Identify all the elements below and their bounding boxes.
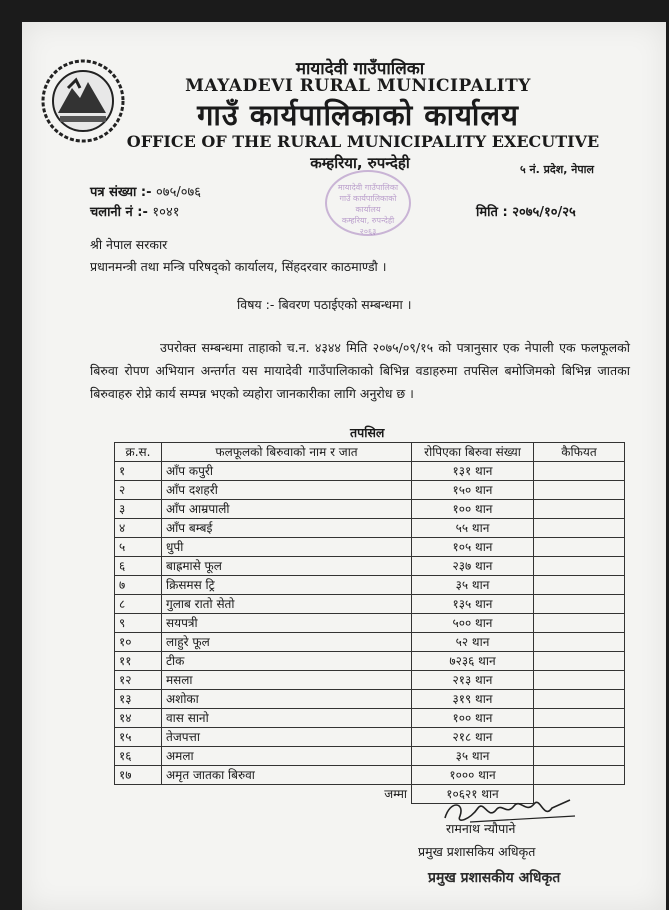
date-label: मिति :: [476, 205, 508, 220]
cell-qty: २१३ थान: [412, 671, 534, 690]
table-row: [115, 500, 625, 519]
cell-remarks: [534, 633, 625, 652]
cell-remarks: [534, 595, 625, 614]
table-row: [115, 519, 625, 538]
cell-name: अशोका: [162, 690, 412, 709]
table-row: [115, 557, 625, 576]
cell-remarks: [534, 747, 625, 766]
cell-qty: ५२ थान: [412, 633, 534, 652]
cell-remarks: [534, 709, 625, 728]
signatory-title: प्रमुख प्रशासकिय अधिकृत: [418, 844, 536, 859]
plant-table: [114, 442, 625, 804]
signatory-stamp: प्रमुख प्रशासकीय अधिकृत: [428, 870, 561, 886]
office-location: कम्हरिया, रुपन्देही: [310, 154, 410, 172]
table-row: [115, 614, 625, 633]
cell-sn: १४: [115, 709, 162, 728]
cell-name: आँप आम्रपाली: [162, 500, 412, 519]
cell-sn: ८: [115, 595, 162, 614]
cell-sn: ६: [115, 557, 162, 576]
cell-remarks: [534, 652, 625, 671]
cell-name: सयपत्री: [162, 614, 412, 633]
total-label: जम्मा: [115, 785, 412, 804]
letter-number: [90, 182, 201, 200]
table-row: [115, 576, 625, 595]
cell-name: वास सानो: [162, 709, 412, 728]
letter-number-value: ०७५/०७६: [156, 185, 201, 200]
cell-qty: १५० थान: [412, 481, 534, 500]
cell-remarks: [534, 500, 625, 519]
cell-name: मसला: [162, 671, 412, 690]
cell-name: बाह्रमासे फूल: [162, 557, 412, 576]
cell-qty: १००० थान: [412, 766, 534, 785]
cell-name: धुपी: [162, 538, 412, 557]
letter-date: [476, 202, 576, 220]
dispatch-number: [90, 202, 179, 220]
table-row: [115, 652, 625, 671]
municipality-name-np: मायादेवी गाउँपालिका: [295, 59, 425, 79]
cell-qty: ३५ थान: [412, 576, 534, 595]
table-row: [115, 633, 625, 652]
cell-sn: २: [115, 481, 162, 500]
cell-name: तेजपत्ता: [162, 728, 412, 747]
cell-remarks: [534, 538, 625, 557]
table-row: [115, 481, 625, 500]
cell-remarks: [534, 481, 625, 500]
cell-sn: ९: [115, 614, 162, 633]
letter-subject: विषय :- बिवरण पठाईएको सम्बन्धमा ।: [237, 297, 412, 312]
table-row: [115, 766, 625, 785]
cell-name: लाहुरे फूल: [162, 633, 412, 652]
cell-sn: १५: [115, 728, 162, 747]
cell-sn: १२: [115, 671, 162, 690]
cell-sn: ११: [115, 652, 162, 671]
total-value: १०६२१ थान: [412, 785, 534, 804]
cell-qty: १३१ थान: [412, 462, 534, 481]
dispatch-number-value: १०४१: [152, 205, 180, 220]
addressee-line-1: श्री नेपाल सरकार: [90, 237, 168, 252]
office-name-en: OFFICE OF THE RURAL MUNICIPALITY EXECUTIVE: [126, 132, 600, 151]
cell-remarks: [534, 690, 625, 709]
cell-qty: १३५ थान: [412, 595, 534, 614]
cell-name: टीक: [162, 652, 412, 671]
cell-remarks: [534, 614, 625, 633]
dispatch-number-label: चलानी नं :-: [90, 205, 148, 220]
cell-sn: १०: [115, 633, 162, 652]
cell-qty: ७२३६ थान: [412, 652, 534, 671]
letter-number-label: पत्र संख्या :-: [90, 185, 152, 200]
table-row: [115, 462, 625, 481]
table-row: [115, 538, 625, 557]
table-title: तपसिल: [350, 425, 385, 440]
cell-name: अमला: [162, 747, 412, 766]
cell-qty: ५०० थान: [412, 614, 534, 633]
cell-remarks: [534, 519, 625, 538]
cell-qty: ३५ थान: [412, 747, 534, 766]
cell-remarks: [534, 576, 625, 595]
cell-name: आँप दशहरी: [162, 481, 412, 500]
cell-name: गुलाब रातो सेतो: [162, 595, 412, 614]
table-header-row: [115, 443, 625, 462]
cell-qty: १०५ थान: [412, 538, 534, 557]
cell-name: क्रिसमस ट्रि: [162, 576, 412, 595]
cell-name: आँप बम्बई: [162, 519, 412, 538]
cell-name: आँप कपुरी: [162, 462, 412, 481]
letter-body: उपरोक्त सम्बन्धमा ताहाको च.न. ४३४४ मिति २०७५/०९/१५ को पत्रानुसार एक नेपाली एक फलफूलको बिरुवा रोपण अभियान अन्तर्गत यस मायादेवी गाउँपालिकाको बिभिन्न वडाहरुमा तपसिल बमोजिमको बिभिन्न जातका बिरुवाहरु रोप्ने कार्य सम्पन्न भएको व्यहोरा जानकारीका लागि अनुरोध छ ।: [90, 340, 630, 401]
cell-remarks: [534, 557, 625, 576]
table-row: [115, 728, 625, 747]
cell-remarks: [534, 462, 625, 481]
municipality-name-en: MAYADEVI RURAL MUNICIPALITY: [185, 76, 531, 96]
office-name-np: गाउँ कार्यपालिकाको कार्यालय: [197, 98, 519, 132]
cell-qty: २३७ थान: [412, 557, 534, 576]
col-header-remarks: कैफियत: [534, 443, 625, 462]
cell-sn: ७: [115, 576, 162, 595]
col-header-qty: रोपिएका बिरुवा संख्या: [412, 443, 534, 462]
signatory-name: रामनाथ न्यौपाने: [446, 821, 516, 836]
cell-remarks: [534, 766, 625, 785]
cell-remarks: [534, 728, 625, 747]
cell-sn: ५: [115, 538, 162, 557]
cell-sn: ४: [115, 519, 162, 538]
addressee-line-2: प्रधानमन्त्री तथा मन्त्रि परिषद्को कार्यालय, सिंहदरवार काठमाण्डौ ।: [90, 259, 387, 274]
table-row: [115, 747, 625, 766]
cell-sn: १७: [115, 766, 162, 785]
date-value: २०७५/१०/२५: [512, 205, 576, 220]
cell-name: अमृत जातका बिरुवा: [162, 766, 412, 785]
cell-sn: १३: [115, 690, 162, 709]
cell-qty: ३१९ थान: [412, 690, 534, 709]
cell-qty: १०० थान: [412, 500, 534, 519]
table-row: [115, 671, 625, 690]
cell-qty: १०० थान: [412, 709, 534, 728]
cell-sn: ३: [115, 500, 162, 519]
cell-sn: १६: [115, 747, 162, 766]
col-header-sn: क्र.स.: [115, 443, 162, 462]
cell-qty: २१८ थान: [412, 728, 534, 747]
cell-qty: ५५ थान: [412, 519, 534, 538]
table-row: [115, 709, 625, 728]
table-row: [115, 690, 625, 709]
cell-remarks: [534, 671, 625, 690]
table-row: [115, 595, 625, 614]
col-header-name: फलफूलको बिरुवाको नाम र जात: [162, 443, 412, 462]
cell-sn: १: [115, 462, 162, 481]
emblem-logo-icon: [40, 58, 126, 144]
province-label: ५ नं. प्रदेश, नेपाल: [520, 163, 594, 176]
office-stamp: मायादेवी गाउँपालिका गाउँ कार्यपालिकाको कार्यालय कम्हरिया, रुपन्देही २०६३: [325, 170, 411, 236]
